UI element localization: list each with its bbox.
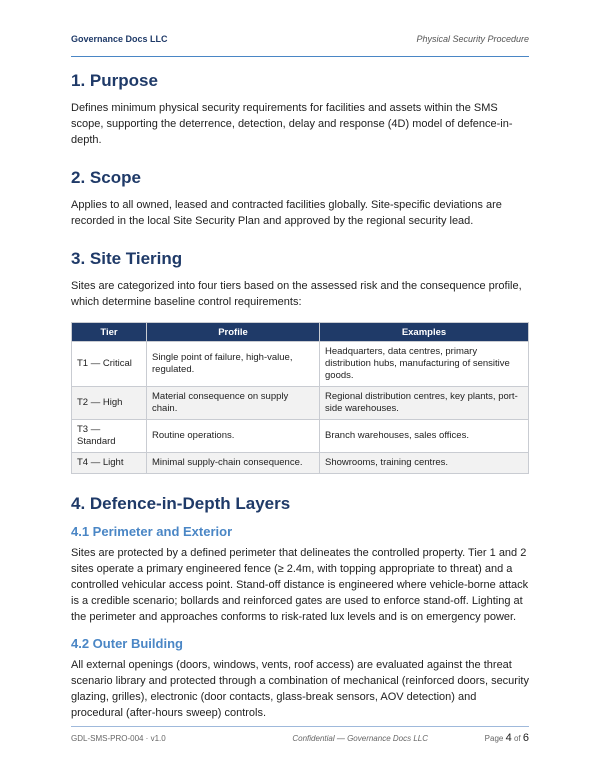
profile-cell: Material consequence on supply chain. [147,387,320,420]
tier-cell: T1 — Critical [72,342,147,387]
profile-cell: Minimal supply-chain consequence. [147,453,320,474]
document-title: Physical Security Procedure [416,34,529,44]
column-header-examples: Examples [320,323,529,342]
table-row [72,342,529,387]
examples-cell: Headquarters, data centres, primary distribution hubs, manufacturing of sensitive goods. [320,342,529,387]
subsection-perimeter [71,523,529,625]
subsection-body: Sites are protected by a defined perimeter that delineates the controlled property. Tier 1 and 2 sites operate a primary engineered fence (≥ 2.4m, with topping appropriate to threat) and a controlled vehicular access point. Stand-off distance is engineered where vehicle-borne attack is a credible scenario; bollards and reinforced gates are used to enforce stand-off. Lighting at the perimeter and approaches conforms to risk-rated lux levels and is on emergency power. [71,547,529,623]
profile-cell: Single point of failure, high-value, regulated. [147,342,320,387]
section-body: Defines minimum physical security requirements for facilities and assets within the SMS scope, supporting the deterrence, detection, delay and response (4D) model of defence-in-depth. [71,102,513,146]
section-heading: 3. Site Tiering [71,249,183,268]
subsection-heading: 4.2 Outer Building [71,636,183,651]
section-purpose [71,71,529,148]
section-heading: 4. Defence-in-Depth Layers [71,494,291,513]
section-body: Applies to all owned, leased and contracted facilities globally. Site-specific deviations are recorded in the local Site Security Plan and approved by the regional security lead. [71,199,502,227]
table-row [72,387,529,420]
subsection-body: All external openings (doors, windows, vents, roof access) are evaluated against the threat scenario library and protected through a combination of mechanical (reinforced doors, security glazing, grilles), electronic (door contacts, glass-break sensors, AOV detection) and procedural (after-hours sweep) controls. [71,659,529,719]
table-row [72,420,529,453]
examples-cell: Regional distribution centres, key plants, port-side warehouses. [320,387,529,420]
total-pages-number: 6 [522,732,529,744]
current-page-number: 4 [505,732,512,744]
tier-cell: T3 — Standard [72,420,147,453]
page-of-label: of [513,734,521,743]
tier-cell: T2 — High [72,387,147,420]
tier-table [71,322,529,474]
section-defence-in-depth [71,494,529,721]
examples-cell: Branch warehouses, sales offices. [320,420,529,453]
profile-cell: Routine operations. [147,420,320,453]
subsection-outer-building [71,635,529,721]
page-indicator [485,732,529,744]
page-footer [71,726,529,744]
section-heading: 1. Purpose [71,71,158,90]
page-label: Page [484,734,504,743]
section-site-tiering [71,249,529,474]
examples-cell: Showrooms, training centres. [320,453,529,474]
column-header-tier: Tier [72,323,147,342]
document-id: GDL-SMS-PRO-004 · v1.0 [71,734,166,743]
column-header-profile: Profile [147,323,320,342]
table-row [72,453,529,474]
subsection-heading: 4.1 Perimeter and Exterior [71,524,233,539]
section-heading: 2. Scope [71,168,141,187]
company-name: Governance Docs LLC [71,34,168,44]
table-header-row [72,323,529,342]
page-header [71,34,529,57]
confidentiality-notice: Confidential — Governance Docs LLC [292,734,428,743]
tier-cell: T4 — Light [72,453,147,474]
section-scope [71,168,529,229]
section-body: Sites are categorized into four tiers based on the assessed risk and the consequence profile, which determine baseline control requirements: [71,280,522,308]
page-content [71,71,529,731]
